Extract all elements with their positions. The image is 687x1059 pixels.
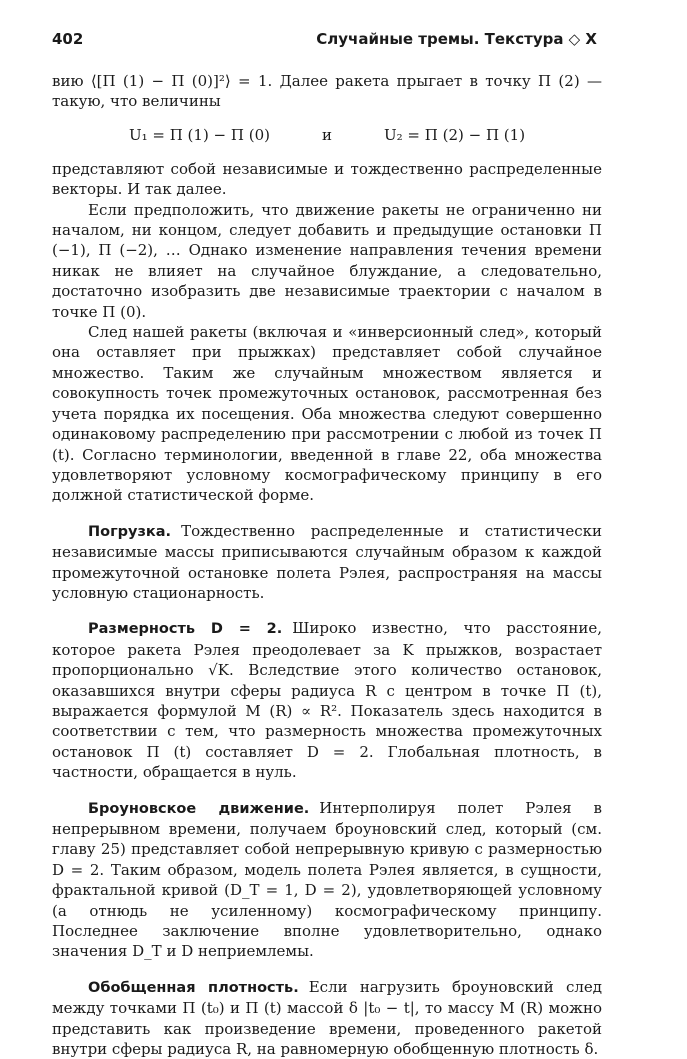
- section-text: Широко известно, что расстояние, которое ракета Рэлея преодолевает за K прыжков, возрастает пропорционально √K. Вследствие этого количество остановок, оказавшихся внутри сферы радиуса R с центром в точке Π (t), выражается формулой M (R) ∝ R². Показатель здесь находится в соответствии с тем, что размерность множества промежуточных остановок Π (t) составляет D = 2. Глобальная плотность, в частности, обращается в нуль.: [52, 619, 602, 782]
- section-text: Тождественно распределенные и статистически независимые массы приписываются случайным образом к каждой промежуточной остановке полета Рэлея, распространяя на массы условную стационарность.: [52, 521, 602, 602]
- paragraph-continuation: вию ⟨[Π (1) − Π (0)]²⟩ = 1. Далее ракета прыгает в точку Π (2) — такую, что величины: [52, 72, 602, 111]
- formula-u1: U₁ = Π (1) − Π (0): [128, 125, 270, 144]
- section-generalized-density: [52, 977, 602, 1059]
- section-heading: Погрузка.: [88, 523, 172, 540]
- paragraph-unbounded-motion: Если предположить, что движение ракеты не ограниченно ни началом, ни концом, следует добавить и предыдущие остановки Π (−1), Π (−2), … Однако изменение направления течения времени никак не влияет на случайное блуждание, а следовательно, достаточно изобразить две независимые траектории с началом в точке Π (0).: [52, 200, 602, 321]
- section-heading: Броуновское движение.: [88, 800, 310, 817]
- running-header: Случайные тремы. Текстура ◇ X: [316, 30, 597, 48]
- section-heading: Размерность D = 2.: [88, 621, 283, 638]
- formula-conjunction: и: [322, 125, 332, 144]
- display-formula: [52, 124, 602, 146]
- page-body: [52, 71, 602, 1059]
- formula-u2: U₂ = Π (2) − Π (1): [384, 125, 526, 144]
- paragraph-after-formula: представляют собой независимые и тождественно распределенные векторы. И так далее.: [52, 159, 602, 199]
- section-text: Если нагрузить броуновский след между точками Π (t₀) и Π (t) массой δ |t₀ − t|, то массу M (R) можно представить как произведение времени, проведенного ракетой внутри сферы радиуса R, на равномерную обобщенную плотность δ.: [52, 977, 603, 1059]
- section-loading: [52, 521, 602, 604]
- section-brownian-motion: [52, 798, 602, 962]
- page-number: 402: [52, 30, 84, 48]
- section-text: Интерполируя полет Рэлея в непрерывном времени, получаем броуновский след, который (см. главу 25) представляет собой непрерывную кривую с размерностью D = 2. Таким образом, модель полета Рэлея является, в сущности, фрактальной кривой (D_T = 1, D = 2), удовлетворяющей условному (а отнюдь не усиленному) космографическому принципу. Последнее заключение вполне удовлетворительно, однако значения D_T и D неприемлемы.: [52, 798, 602, 961]
- section-heading: Обобщенная плотность.: [88, 979, 299, 996]
- paragraph-rocket-trail: След нашей ракеты (включая и «инверсионный след», который она оставляет при прыжках) представляет собой случайное множество. Таким же случайным множеством является и совокупность точек промежуточных остановок, рассмотренная без учета порядка их посещения. Оба множества следуют совершенно одинаковому распределению при рассмотрении с любой из точек Π (t). Согласно терминологии, введенной в главе 22, оба множества удовлетворяют условному космографическому принципу в его должной статистической форме.: [52, 323, 602, 505]
- section-dimension: [52, 618, 602, 782]
